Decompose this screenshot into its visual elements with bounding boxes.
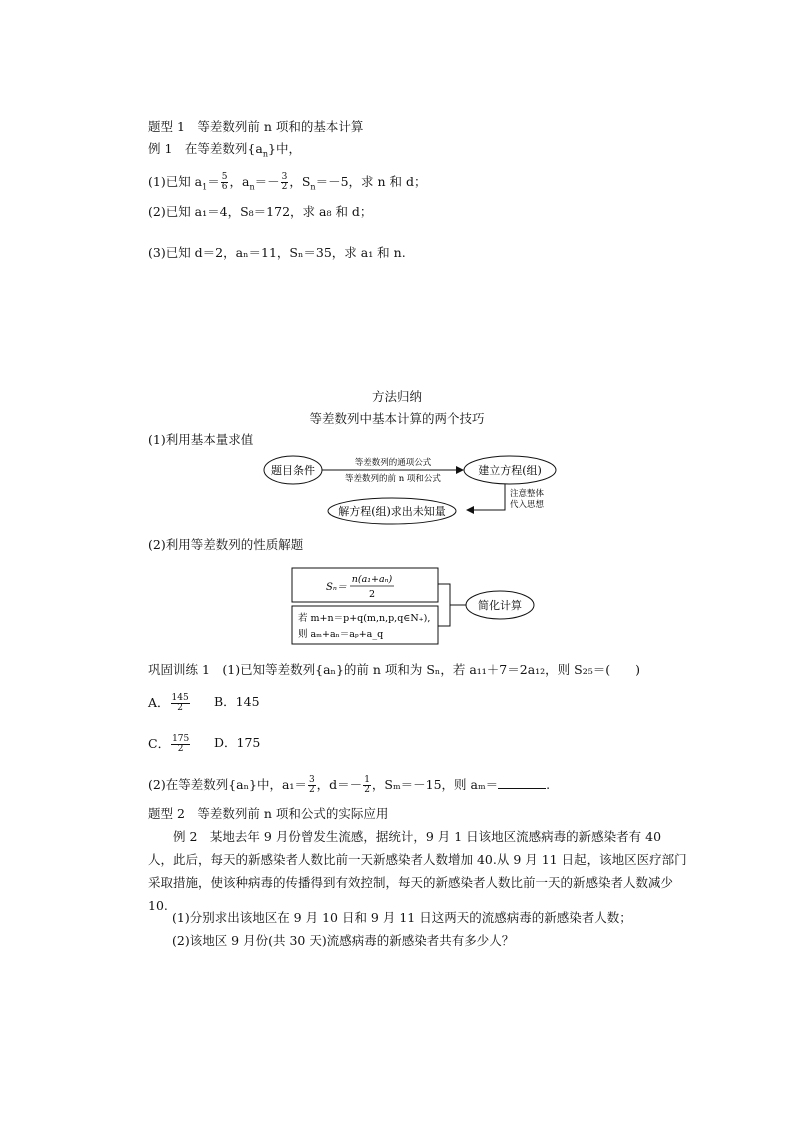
example-2-text: 例 2 某地去年 9 月份曾发生流感，据统计，9 月 1 日该地区流感病毒的新感染者有 40 人，此后，每天的新感染者人数比前一天新感染者人数增加 40.从 9 月 11 日起，该地区医疗部门采取措施，使该种病毒的传播得到有效控制，每天的新感染者人数比前一天的新感染者人数减少 10. [148, 829, 687, 913]
example-1-q1: (1)已知 $a_1=$ $\frac{5}{6}$ ，$a_n=-$ $\frac{3}{2}$ ，$S_n=-5$，求 n 和 d； [148, 172, 427, 192]
option-A[interactable]: A． $\frac{145}{2}$ [148, 693, 189, 713]
result-label: 简化计算 [478, 599, 522, 612]
example-2-q1: (1)分别求出该地区在 9 月 10 日和 9 月 11 日这两天的流感病毒的新感染者人数； [172, 910, 632, 925]
formula-denominator: 2 [368, 589, 376, 600]
option-C[interactable]: C． $\frac{175}{2}$ [148, 734, 190, 754]
option-B[interactable]: B．145 [214, 694, 260, 709]
example-1-q3: (3)已知 d＝2，aₙ＝11，Sₙ＝35，求 a₁ 和 n. [148, 245, 406, 260]
property-diagram [290, 564, 555, 648]
method-tip-2: (2)利用等差数列的性质解题 [148, 537, 304, 552]
example-1-q2: (2)已知 a₁＝4，S₈＝172，求 a₈ 和 d； [148, 204, 373, 219]
formula-lhs: Sₙ＝ [326, 582, 347, 593]
node-start-label: 题目条件 [271, 464, 315, 477]
note-line-2: 代入思想 [510, 500, 545, 510]
note-line-1: 注意整体 [510, 489, 545, 499]
arrow-top-label: 等差数列的通项公式 [354, 458, 432, 468]
practice-1-q1: 巩固训练 1 (1)已知等差数列{aₙ}的前 n 项和为 Sₙ，若 a₁₁＋7＝2a₁₂，则 S₂₅＝( ) [148, 662, 640, 677]
node-end-label: 解方程(组)求出未知量 [338, 505, 446, 518]
formula-numerator: n(a₁+aₙ) [351, 574, 393, 585]
condition-line-1: 若 m+n＝p+q(m,n,p,q∈N₊), [298, 613, 431, 624]
option-D[interactable]: D．175 [214, 735, 261, 750]
node-mid-label: 建立方程(组) [478, 464, 542, 477]
basic-quantity-flow-diagram [260, 448, 580, 528]
section-2-title: 题型 2 等差数列前 n 项和公式的实际应用 [148, 806, 389, 821]
answer-blank[interactable] [498, 776, 546, 789]
section-1-title: 题型 1 等差数列前 n 项和的基本计算 [148, 119, 364, 134]
method-subtitle: 等差数列中基本计算的两个技巧 [309, 411, 485, 426]
condition-line-2: 则 aₘ+aₙ＝aₚ+a_q [298, 629, 384, 640]
arrow-mid-to-end [467, 484, 505, 510]
example-1-heading: 例 1 在等差数列$\{a_n\}$中， [148, 141, 301, 159]
method-title: 方法归纳 [371, 389, 422, 404]
practice-1-q2: (2)在等差数列{aₙ}中，a₁＝ $\frac{3}{2}$ ，d＝－ $\frac{1}{2}$ ，Sₘ＝－15，则 aₘ＝ . [148, 775, 551, 795]
example-2-q2: (2)该地区 9 月份(共 30 天)流感病毒的新感染者共有多少人？ [172, 933, 515, 948]
arrow-bottom-label: 等差数列的前 n 项和公式 [345, 474, 441, 484]
method-tip-1: (1)利用基本量求值 [148, 432, 254, 447]
